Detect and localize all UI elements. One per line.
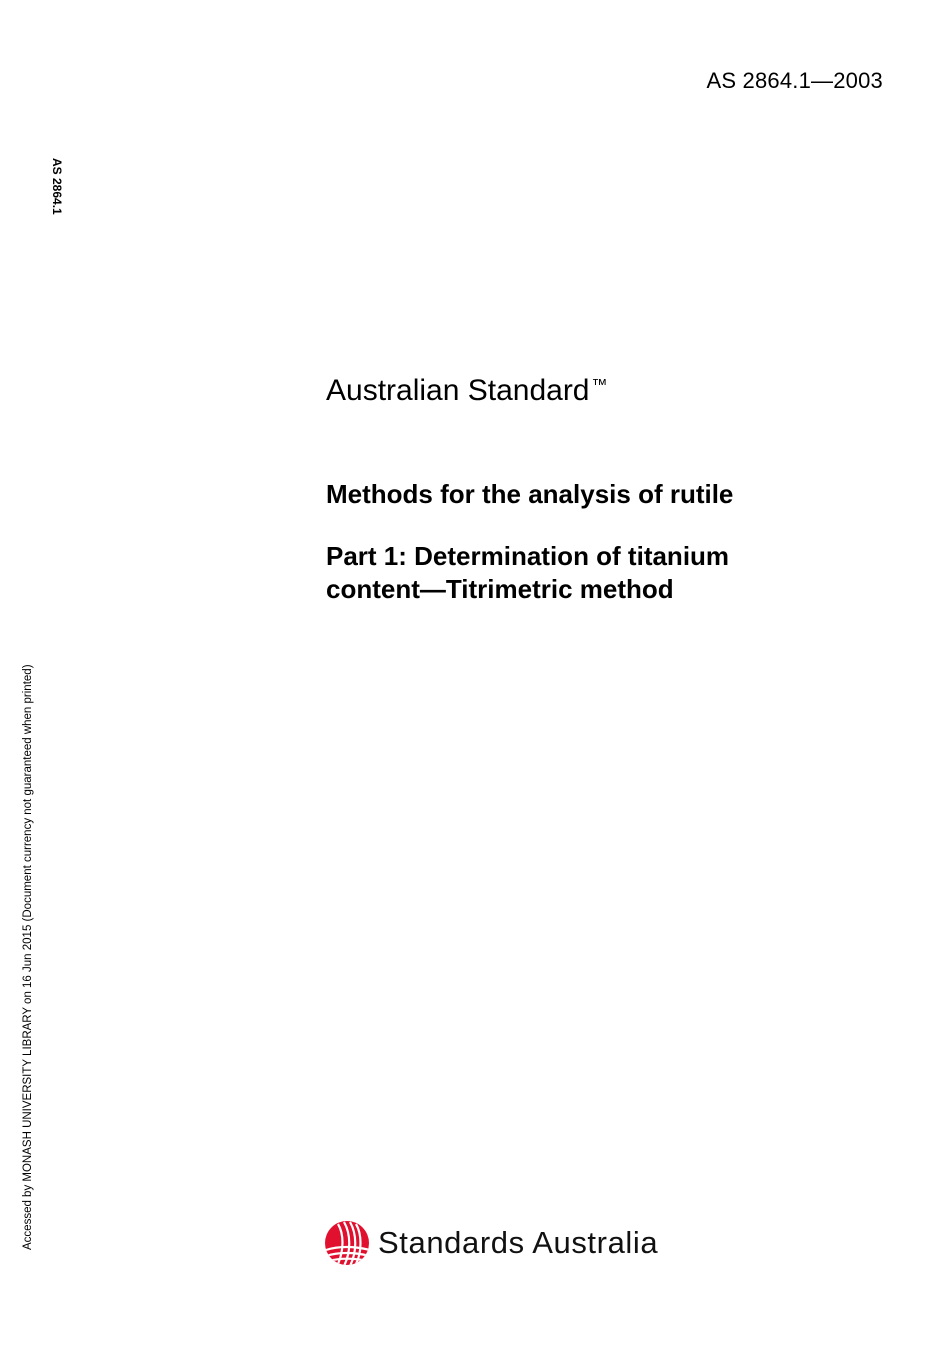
document-number: AS 2864.1—2003 [706,68,883,93]
series-name: Australian Standard [326,374,590,407]
publisher-name: Standards Australia [378,1225,659,1260]
trademark-mark: ™ [591,377,608,394]
document-title: Methods for the analysis of rutile [326,479,734,509]
access-notice: Accessed by MONASH UNIVERSITY LIBRARY on 16 Jun 2015 (Document currency not guaranteed when printed) [22,664,34,1250]
standards-australia-logo-icon [324,1220,370,1266]
publisher-logo [324,1220,658,1266]
subtitle-line-2: content—Titrimetric method [326,574,674,604]
document-subtitle [326,540,846,606]
series-heading [326,374,608,408]
subtitle-line-1: Part 1: Determination of titanium [326,541,730,571]
spine-document-code: AS 2864.1 [50,158,64,215]
